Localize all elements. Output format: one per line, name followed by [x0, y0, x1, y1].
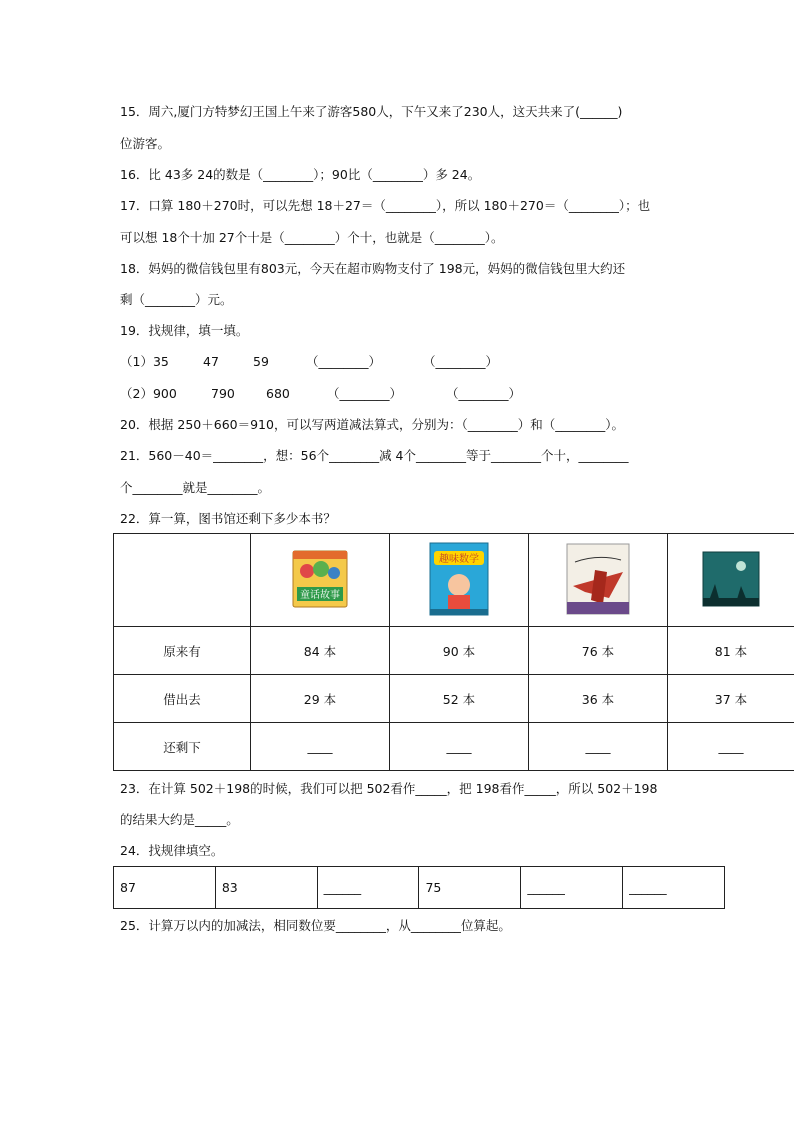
table-cell: 36 本: [529, 675, 668, 723]
q18-line1: 18．妈妈的微信钱包里有803元，今天在超市购物支付了 198元，妈妈的微信钱包里大约还: [120, 261, 626, 276]
fairy-tale-book-cover-icon: [291, 549, 349, 609]
answer-blank[interactable]: ____: [668, 723, 794, 771]
q17-line2: 可以想 18个十加 27个十是（________）个十，也就是（________）。: [120, 230, 504, 245]
q21-line1: 21．560－40＝________，想：56个________减 4个________等于________个十，________: [120, 448, 629, 463]
book-cover-title: 童话故事: [300, 589, 340, 601]
q18-line2: 剩（________）元。: [120, 292, 233, 307]
q19-2-blank[interactable]: （________）: [446, 386, 522, 401]
table-cell: 76 本: [529, 627, 668, 675]
table-cell: 84 本: [251, 627, 390, 675]
table-cell: 81 本: [668, 627, 794, 675]
q19-1-label: （1）35: [120, 354, 169, 369]
pattern-cell: 75: [419, 867, 521, 909]
fun-math-book-cover-icon: [428, 541, 490, 617]
q19-2-value: 680: [266, 386, 290, 401]
nature-book-cover-icon: [701, 550, 761, 608]
pattern-cell: 87: [114, 867, 216, 909]
number-pattern-table: [113, 866, 725, 909]
table-cell: 90 本: [390, 627, 529, 675]
row-label: 还剩下: [114, 723, 251, 771]
q25-text: 25．计算万以内的加减法，相同数位要________，从________位算起。: [120, 918, 511, 933]
q17-line1: 17．口算 180＋270时，可以先想 18＋27＝（________），所以 180＋270＝（________）；也: [120, 198, 651, 213]
pattern-blank[interactable]: ______: [521, 867, 623, 909]
airplane-book-cover-icon: [565, 542, 631, 616]
q21-line2: 个________就是________。: [120, 480, 271, 495]
q23-line1: 23．在计算 502＋198的时候，我们可以把 502看作_____，把 198看作_____，所以 502＋198: [120, 781, 658, 796]
book-cover-title: 趣味数学: [439, 553, 479, 565]
q19-1-blank[interactable]: （________）: [306, 354, 382, 369]
table-cell: 37 本: [668, 675, 794, 723]
q19-2-value: 790: [211, 386, 235, 401]
q19-2-label: （2）900: [120, 386, 177, 401]
q19-1-blank[interactable]: （________）: [423, 354, 499, 369]
pattern-cell: 83: [215, 867, 317, 909]
table-corner-cell: [114, 534, 251, 627]
answer-blank[interactable]: ____: [390, 723, 529, 771]
row-label: 原来有: [114, 627, 251, 675]
library-book-table: [113, 533, 794, 771]
answer-blank[interactable]: ____: [251, 723, 390, 771]
q15-line1: 15．周六,厦门方特梦幻王国上午来了游客580人，下午又来了230人，这天共来了(______): [120, 104, 623, 119]
pattern-blank[interactable]: ______: [623, 867, 725, 909]
q19-1-value: 59: [253, 354, 269, 369]
table-cell: 52 本: [390, 675, 529, 723]
q19-2-blank[interactable]: （________）: [327, 386, 403, 401]
pattern-blank[interactable]: ______: [317, 867, 419, 909]
q16-text: 16．比 43多 24的数是（________）；90比（________）多 24。: [120, 167, 481, 182]
table-cell: 29 本: [251, 675, 390, 723]
q24-title: 24．找规律填空。: [120, 843, 224, 858]
q15-line2: 位游客。: [120, 136, 171, 151]
q19-1-value: 47: [203, 354, 219, 369]
q22-title: 22．算一算，图书馆还剩下多少本书？: [120, 511, 336, 526]
row-label: 借出去: [114, 675, 251, 723]
q23-line2: 的结果大约是_____。: [120, 812, 239, 827]
answer-blank[interactable]: ____: [529, 723, 668, 771]
q20-text: 20．根据 250＋660＝910，可以写两道减法算式，分别为：（________）和（________）。: [120, 417, 624, 432]
q19-title: 19．找规律，填一填。: [120, 323, 249, 338]
